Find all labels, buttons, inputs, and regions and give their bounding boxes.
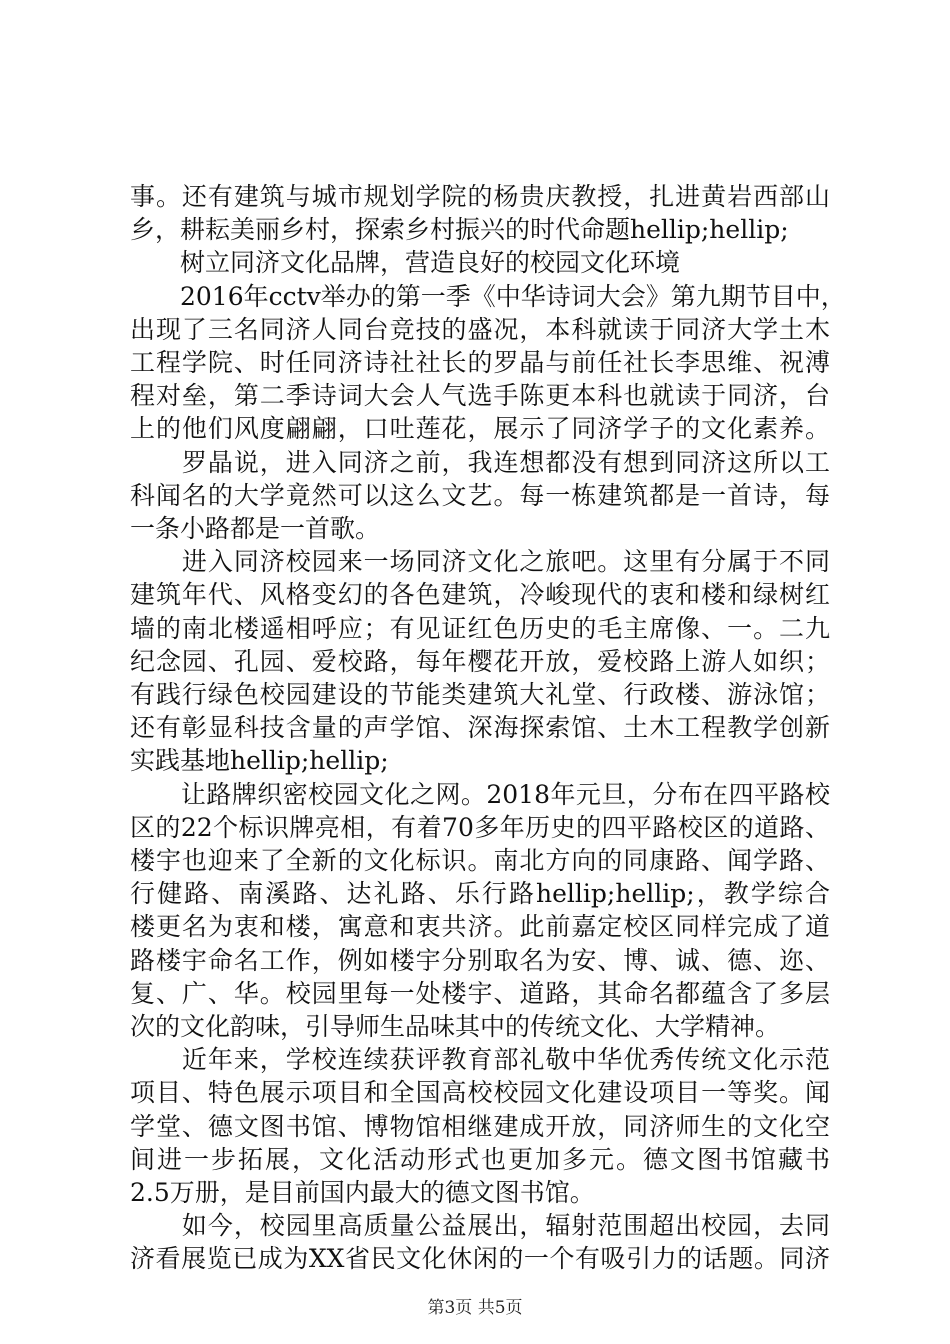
text-line: 行健路、南溪路、达礼路、乐行路hellip;hellip;，教学综合 (130, 879, 830, 909)
text-line: 济看展览已成为XX省民文化休闲的一个有吸引力的话题。同济 (130, 1244, 830, 1274)
text-line: 路楼宇命名工作，例如楼宇分别取名为安、博、诚、德、迩、 (130, 945, 830, 975)
text-line: 一条小路都是一首歌。 (130, 514, 381, 543)
text-line: 还有彰显科技含量的声学馆、深海探索馆、土木工程教学创新 (130, 713, 830, 743)
text-line: 纪念园、孔园、爱校路，每年樱花开放，爱校路上游人如织； (130, 646, 830, 676)
text-line: 让路牌织密校园文化之网。2018年元旦，分布在四平路校 (130, 779, 830, 809)
text-line: 楼宇也迎来了全新的文化标识。南北方向的同康路、闻学路、 (130, 846, 830, 875)
text-line: 科闻名的大学竟然可以这么文艺。每一栋建筑都是一首诗，每 (130, 480, 830, 510)
text-line: 建筑年代、风格变幻的各色建筑，冷峻现代的衷和楼和绿树红 (130, 580, 830, 610)
text-line: 楼更名为衷和楼，寓意和衷共济。此前嘉定校区同样完成了道 (130, 912, 830, 942)
text-line: 工程学院、时任同济诗社社长的罗晶与前任社长李思维、祝溥 (130, 348, 830, 377)
text-line: 事。还有建筑与城市规划学院的杨贵庆教授，扎进黄岩西部山 (130, 182, 830, 211)
text-line: 罗晶说，进入同济之前，我连想都没有想到同济这所以工 (130, 447, 830, 477)
text-line: 程对垒，第二季诗词大会人气选手陈更本科也就读于同济，台 (130, 381, 830, 411)
text-line: 上的他们风度翩翩，口吐莲花，展示了同济学子的文化素养。 (130, 414, 830, 444)
text-line: 树立同济文化品牌，营造良好的校园文化环境 (130, 248, 681, 278)
text-line: 进入同济校园来一场同济文化之旅吧。这里有分属于不同 (130, 547, 830, 577)
page-footer: 第3页 共5页 (427, 1298, 523, 1318)
text-line: 如今，校园里高质量公益展出，辐射范围超出校园，去同 (130, 1211, 830, 1241)
text-line: 2016年cctv举办的第一季《中华诗词大会》第九期节目中， (130, 281, 846, 311)
text-line: 乡，耕耘美丽乡村，探索乡村振兴的时代命题hellip;hellip; (130, 215, 789, 245)
text-line: 有践行绿色校园建设的节能类建筑大礼堂、行政楼、游泳馆； (130, 680, 830, 709)
text-line: 项目、特色展示项目和全国高校校园文化建设项目一等奖。闻 (130, 1078, 830, 1108)
text-line: 出现了三名同济人同台竞技的盛况，本科就读于同济大学土木 (130, 314, 830, 344)
text-line: 复、广、华。校园里每一处楼宇、道路，其命名都蕴含了多层 (130, 978, 830, 1008)
text-line: 次的文化韵味，引导师生品味其中的传统文化、大学精神。 (130, 1012, 781, 1041)
text-line: 学堂、德文图书馆、博物馆相继建成开放，同济师生的文化空 (130, 1111, 830, 1141)
text-line: 2.5万册，是目前国内最大的德文图书馆。 (130, 1178, 595, 1207)
text-line: 间进一步拓展，文化活动形式也更加多元。德文图书馆藏书 (130, 1144, 830, 1174)
text-line: 区的22个标识牌亮相，有着70多年历史的四平路校区的道路、 (130, 812, 830, 842)
text-line: 墙的南北楼遥相呼应；有见证红色历史的毛主席像、一。二九 (130, 613, 830, 643)
text-line: 实践基地hellip;hellip; (130, 746, 389, 776)
text-line: 近年来，学校连续获评教育部礼敬中华优秀传统文化示范 (130, 1045, 830, 1075)
